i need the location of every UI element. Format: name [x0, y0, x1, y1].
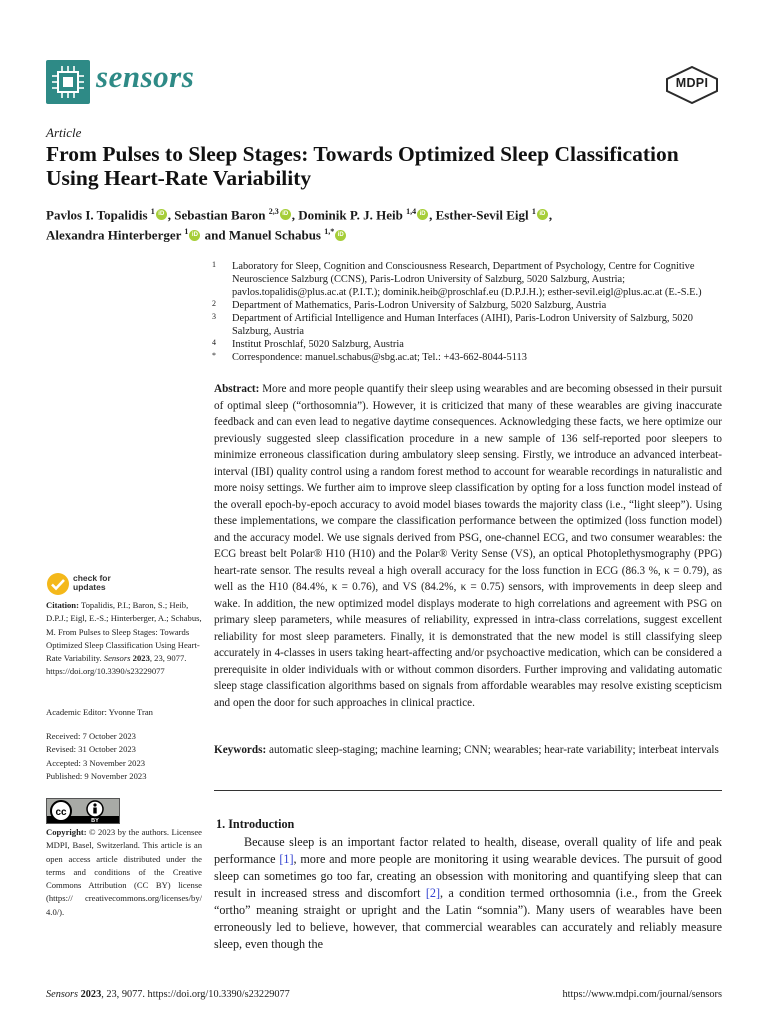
- citation-link[interactable]: [1]: [279, 852, 294, 866]
- affiliation-mark: 1: [212, 260, 216, 269]
- orcid-icon[interactable]: [335, 230, 346, 241]
- academic-editor: Academic Editor: Yvonne Tran: [46, 707, 153, 717]
- affiliation-mark: 2: [212, 299, 216, 308]
- affiliation-mark: *: [212, 351, 216, 360]
- author-affiliation: 1,4: [406, 207, 417, 216]
- author-affiliation: 1: [150, 207, 155, 216]
- affiliation-text: Institut Proschlaf, 5020 Salzburg, Austria: [232, 339, 404, 350]
- affiliation-item: [212, 338, 732, 351]
- author-affiliation: 1: [184, 227, 189, 237]
- keywords-label: Keywords:: [214, 744, 267, 756]
- author-affiliation: 2,3: [268, 207, 279, 216]
- section-heading: 1. Introduction: [216, 817, 295, 831]
- affiliation-item: [212, 260, 732, 299]
- affiliation-mark: 3: [212, 312, 216, 321]
- keywords-text: automatic sleep-staging; machine learning; CNN; wearables; hear-rate variability; interbeat intervals: [269, 744, 719, 756]
- abstract-text: More and more people quantify their sleep using wearables and are becoming obsessed in their pursuit of optimal sleep (“orthosomnia”). However, it is criticized that many of these wearables are giving inaccurate feedback and can even lead to negative daytime consequences. Acknowledging these facts, we here optimize our previously suggested sleep classification procedure in a new sample of 136 self-reported poor sleepers to minimize erroneous classification during ambulatory sleep sensing. Firstly, we introduce an advanced interbeat-interval (IBI) quality control using a random forest method to account for wearable recordings in naturalistic and more noisy settings. We further aim to improve sleep classification by opting for a loss function model instead of the overall epoch-by-epoch accuracy to avoid model biases towards the majority class (i.e., “light sleep”). Using these implementations, we compare the classification performance between the optimized (loss function model) and the accuracy model. We use signals derived from PSG, one-channel ECG, and two consumer wearables: the ECG breast belt Polar® H10 (H10) and the Polar® Verity Sense (VS), an optical Photoplethysmography (PPG) heart-rate sensor. The results reveal a high overall accuracy for the loss function in ECG (86.3 %, κ = 0.79), as well as the H10 (84.4%, κ = 0.76), and VS (84.2%, κ = 0.75) sensors, with improvements in deep sleep and wake. In addition, the new optimized model displays moderate to high correlations and agreement with PSG on primary sleep parameters, while measures of reliability, expressed in intra-class correlations, suggest excellent reliability for most sleep parameters. Finally, it is demonstrated that the new model is still classifying sleep accurately in 4-classes in users taking heart-affecting and/or psychoactive medication, which can be considered a prerequisite in older individuals with or without common disorders. Further improving and validating automatic sleep stage classification algorithms based on signals from affordable wearables may resolve existing scepticism and open the door for such approaches in clinical practice.: [214, 383, 722, 709]
- citation-link[interactable]: [2]: [425, 886, 441, 900]
- date-received: Received: 7 October 2023: [46, 731, 136, 741]
- publisher-name[interactable]: MDPI: [675, 76, 709, 90]
- author-affiliation: 1,*: [324, 227, 335, 237]
- author-name[interactable]: Esther-Sevil Eigl: [435, 207, 529, 223]
- affiliation-item: [212, 299, 732, 312]
- journal-logo-icon: [46, 60, 90, 104]
- author-affiliation: 1: [531, 207, 536, 216]
- citation-year: 2023: [132, 653, 150, 664]
- cc-by-license-icon[interactable]: [46, 798, 120, 824]
- intro-text: Because sleep is an important factor related to health, disease, overall quality of life and peak performance: [214, 835, 722, 866]
- footer-year: 2023: [80, 989, 102, 1000]
- author-separator: ,: [429, 207, 436, 223]
- check-for-updates-icon[interactable]: [46, 572, 70, 596]
- author-name[interactable]: Manuel Schabus: [228, 227, 321, 243]
- citation-doi[interactable]: , 23, 9077. https://doi.org/10.3390/s23229077: [46, 653, 187, 677]
- citation-journal: Sensors: [103, 653, 131, 664]
- orcid-icon[interactable]: [280, 209, 291, 220]
- author-list: [46, 203, 726, 244]
- orcid-icon[interactable]: [189, 230, 200, 241]
- author-name[interactable]: Dominik P. J. Heib: [298, 207, 403, 223]
- affiliation-list: [212, 260, 732, 364]
- copyright-notice: [46, 826, 202, 919]
- author-name[interactable]: Pavlos I. Topalidis: [46, 207, 148, 223]
- author-separator: and: [201, 227, 229, 243]
- author-separator: ,: [167, 207, 175, 223]
- article-title: From Pulses to Sleep Stages: Towards Optimized Sleep Classification Using Heart-Rate Variability: [46, 142, 679, 190]
- check-for-updates-label[interactable]: [73, 574, 111, 592]
- citation-label: Citation:: [46, 600, 79, 610]
- by-icon-text: BY: [91, 818, 99, 823]
- publication-dates: [46, 730, 202, 783]
- introduction-paragraph: [214, 834, 722, 953]
- affiliation-text: Laboratory for Sleep, Cognition and Consciousness Research, Department of Psychology, Centre for Cognitive Neuroscience Salzburg (CCNS), Paris-Lodron University of Salzburg, 5020 Salzburg, Austria; pavlos.topalidis@plus.ac.at (P.I.T.); dominik.heib@proschlaf.eu (D.P.J.H.); esther-sevil.eigl@plus.ac.at (E.-S.E.): [232, 261, 702, 298]
- affiliation-text: Correspondence: manuel.schabus@sbg.ac.at; Tel.: +43-662-8044-5113: [232, 352, 527, 363]
- citation-text: Topalidis, P.I.; Baron, S.; Heib, D.P.J.; Eigl, E.-S.; Hinterberger, A.; Schabus, M. From Pulses to Sleep Stages: Towards Optimized Sleep Classification Using Heart-Rate Variability.: [46, 600, 202, 664]
- intro-text: , a condition termed orthosomnia (i.e., from the Greek “ortho” meaning straight or upright and the Latin “somnia”). Many users of wearables have been erroneously led to believe, however, that commercial wearables can accurately and reliably measure sleep, even though the: [214, 886, 722, 951]
- author-separator: ,: [548, 207, 553, 223]
- footer-doi[interactable]: , 23, 9077. https://doi.org/10.3390/s23229077: [101, 989, 290, 1000]
- footer-citation: [46, 989, 290, 1000]
- affiliation-text: Department of Mathematics, Paris-Lodron University of Salzburg, 5020 Salzburg, Austria: [232, 300, 607, 311]
- copyright-label: Copyright:: [46, 827, 87, 837]
- affiliation-item: [212, 312, 732, 338]
- affiliation-mark: 4: [212, 338, 216, 347]
- date-revised: Revised: 31 October 2023: [46, 744, 136, 755]
- date-accepted: Accepted: 3 November 2023: [46, 757, 146, 768]
- date-published: Published: 9 November 2023: [46, 770, 147, 781]
- journal-name[interactable]: sensors: [96, 59, 195, 94]
- footer-journal: Sensors: [46, 989, 79, 1000]
- author-name[interactable]: Alexandra Hinterberger: [46, 227, 182, 243]
- author-name[interactable]: Sebastian Baron: [174, 207, 266, 223]
- orcid-icon[interactable]: [156, 209, 167, 220]
- affiliation-item: [212, 351, 732, 364]
- orcid-icon[interactable]: [417, 209, 428, 220]
- abstract-label: Abstract:: [214, 383, 260, 395]
- intro-text: , more and more people are monitoring it using wearable devices. The pursuit of good sleep can sometimes go too far, creating an obsession with monitoring and quantifying sleep that can result in increased stress and discomfort: [214, 852, 723, 900]
- orcid-icon[interactable]: [537, 209, 548, 220]
- author-separator: ,: [291, 207, 299, 223]
- article-type: Article: [46, 125, 82, 140]
- check-updates-line: check for: [73, 573, 111, 583]
- abstract: [214, 381, 722, 711]
- check-updates-line: updates: [73, 582, 106, 592]
- keywords: [214, 742, 722, 759]
- citation-block: [46, 599, 202, 679]
- footer-url[interactable]: https://www.mdpi.com/journal/sensors: [562, 989, 722, 1000]
- affiliation-text: Department of Artificial Intelligence and Human Interfaces (AIHI), Paris-Lodron University of Salzburg, 5020 Salzburg, Austria: [232, 313, 693, 337]
- cc-icon-text: cc: [55, 807, 67, 818]
- copyright-text: © 2023 by the authors. Licensee MDPI, Basel, Switzerland. This article is an open access article distributed under the terms and conditions of the Creative Commons Attribution (CC BY) license (https:// creativecommons.org/licenses/by/ 4.0/).: [46, 827, 202, 917]
- section-divider: [214, 790, 722, 791]
